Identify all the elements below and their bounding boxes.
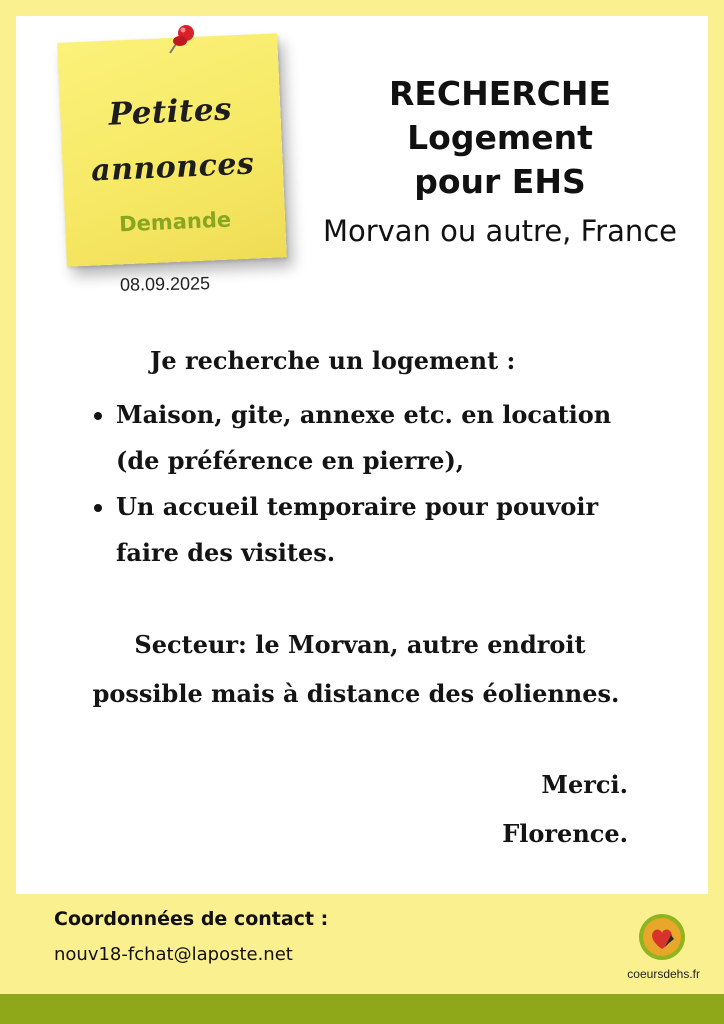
website-link[interactable]: coeursdehs.fr	[627, 967, 700, 981]
signature: Florence.	[502, 819, 628, 848]
thanks-text: Merci.	[541, 770, 628, 799]
note-category: Demande	[118, 207, 232, 237]
heading-block	[300, 72, 700, 204]
list-item	[116, 484, 724, 576]
contact-title: Coordonnées de contact :	[54, 908, 329, 930]
bottom-bar	[0, 994, 724, 1024]
list-item-line2: faire des visites.	[116, 538, 336, 567]
list-item-line2: (de préférence en pierre),	[116, 446, 465, 475]
intro-text: Je recherche un logement :	[150, 346, 516, 375]
location-subtitle: Morvan ou autre, France	[322, 214, 678, 248]
heart-logo-icon	[638, 913, 686, 961]
closing-block	[502, 760, 628, 858]
note-title-line2: annonces	[90, 146, 256, 189]
list-item-line1: Maison, gite, annexe etc. en location	[116, 400, 612, 429]
sector-line1: Secteur: le Morvan, autre endroit	[134, 630, 586, 659]
sector-paragraph	[40, 620, 680, 718]
note-title-line1: Petites	[107, 91, 233, 133]
list-item-line1: Un accueil temporaire pour pouvoir	[116, 492, 599, 521]
heading-line2: Logement	[407, 118, 593, 157]
list-item	[116, 392, 724, 484]
contact-email-link[interactable]: nouv18-fchat@laposte.net	[54, 944, 293, 965]
heading-line1: RECHERCHE	[388, 74, 612, 113]
sector-line2: possible mais à distance des éoliennes.	[92, 679, 620, 708]
sticky-note	[57, 33, 287, 266]
posting-date: 08.09.2025	[119, 273, 211, 295]
request-list	[80, 392, 724, 576]
heading-line3: pour EHS	[414, 162, 586, 201]
push-pin-icon	[166, 22, 200, 56]
